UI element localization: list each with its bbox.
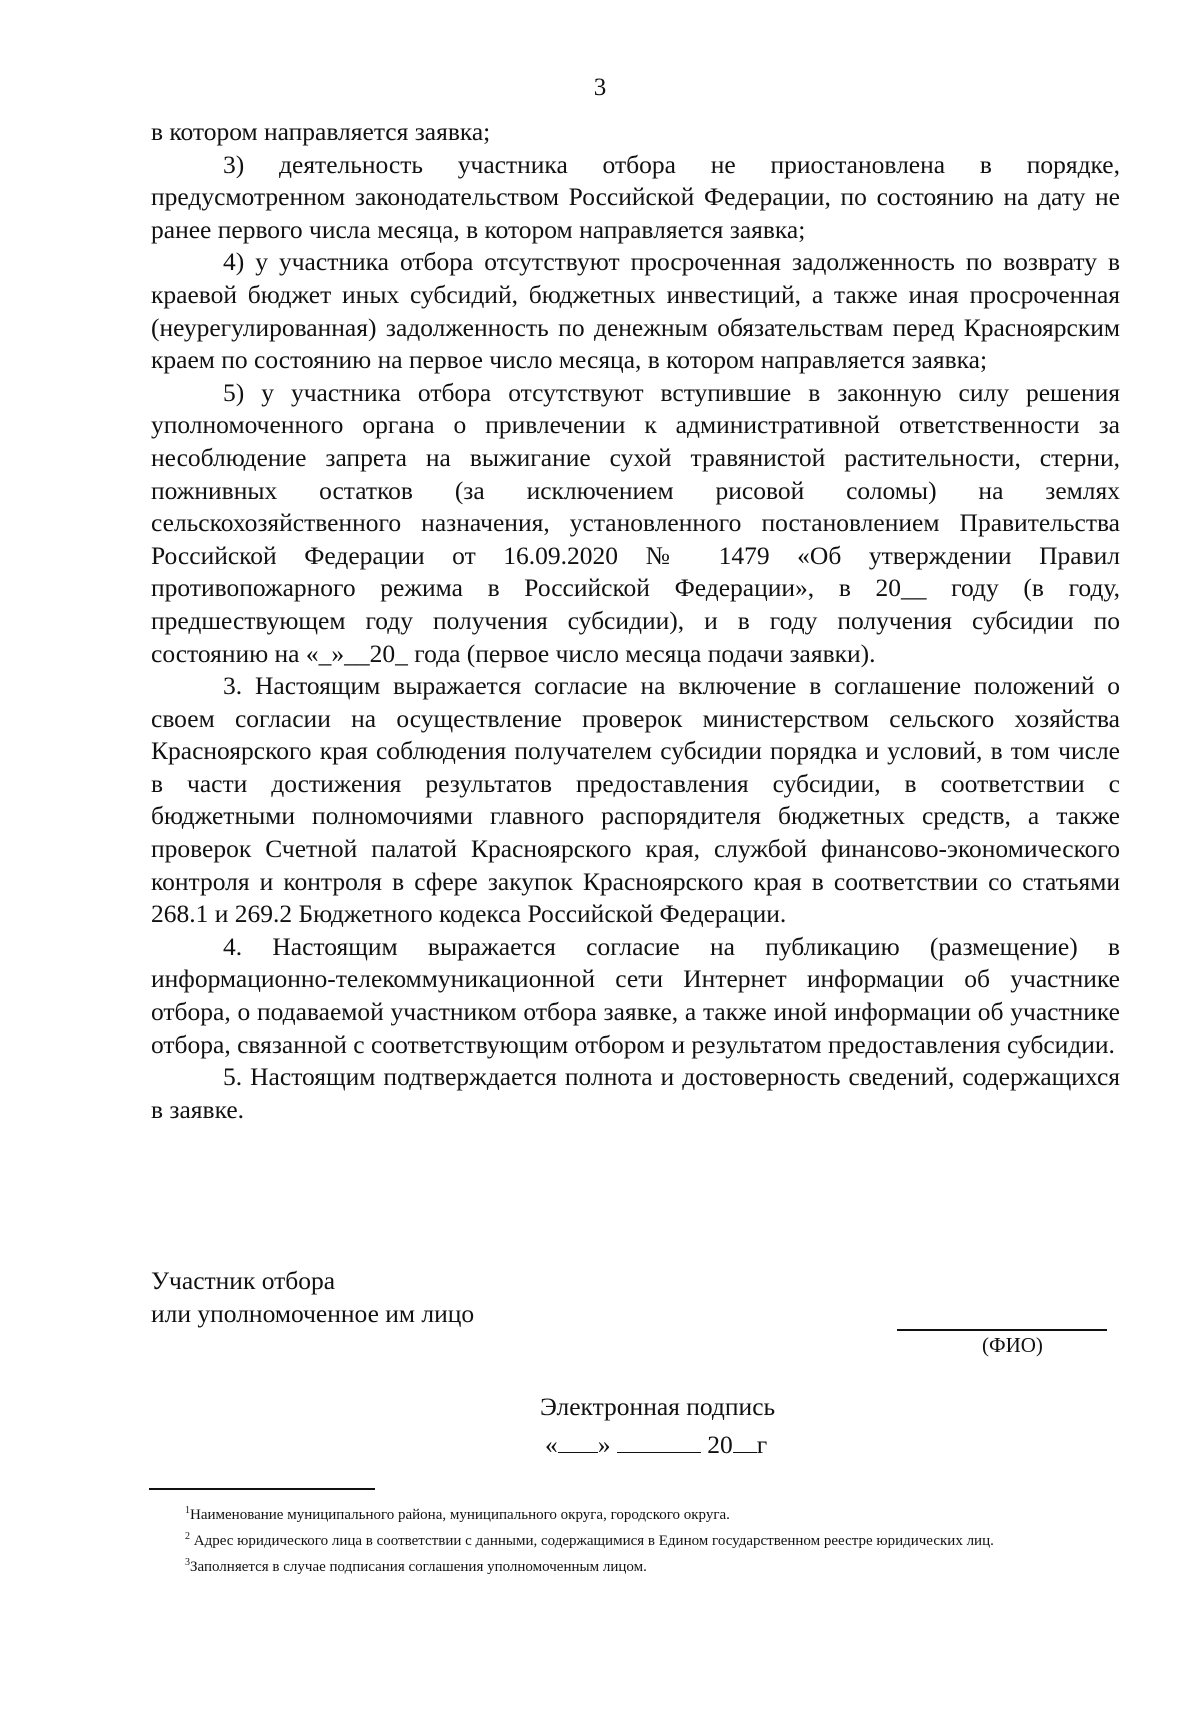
signer-block <box>151 1264 474 1330</box>
footnote-mark: 1 <box>185 1505 190 1516</box>
document-body <box>151 116 1120 1126</box>
footnote-2 <box>151 1526 1120 1552</box>
paragraph-continuation: в котором направляется заявка; <box>151 117 491 146</box>
date-year-prefix: 20 <box>707 1430 733 1459</box>
date-line <box>545 1428 767 1460</box>
footnote-text: Наименование муниципального района, муниципального округа, городского округа. <box>190 1507 730 1523</box>
footnote-mark: 3 <box>185 1557 190 1568</box>
day-blank <box>558 1428 598 1453</box>
footnote-1 <box>151 1500 1120 1526</box>
paragraph-section-3: 3. Настоящим выражается согласие на включение в соглашение положений о своем согласии на осуществление проверок министерством сельского хозяйства Красноярского края соблюдения получателем субсидии порядка и условий, в том числе в части достижения результатов предоставления субсидии, в соответствии с бюджетными полномочиями главного распорядителя бюджетных средств, а также проверок Счетной палатой Красноярского края, службой финансово-экономического контроля и контроля в сфере закупок Красноярского края в соответствии со статьями 268.1 и 269.2 Бюджетного кодекса Российской Федерации. <box>151 671 1120 929</box>
fio-label: (ФИО) <box>982 1333 1043 1357</box>
date-open-quote: « <box>545 1430 558 1459</box>
month-blank <box>617 1428 701 1453</box>
signature-line <box>897 1329 1107 1331</box>
signer-line-1: Участник отбора <box>151 1266 336 1295</box>
footnote-text: Заполняется в случае подписания соглашения уполномоченным лицом. <box>190 1559 647 1575</box>
paragraph-item-3: 3) деятельность участника отбора не приостановлена в порядке, предусмотренном законодательством Российской Федерации, по состоянию на дату не ранее первого числа месяца, в котором направляется заявка; <box>151 149 1120 244</box>
footnote-mark: 2 <box>185 1531 190 1542</box>
paragraph-section-4: 4. Настоящим выражается согласие на публикацию (размещение) в информационно-телекоммуникационной сети Интернет информации об участнике отбора, о подаваемой участником отбора заявке, а также иной информации об участнике отбора, связанной с соответствующим отбором и результатом предоставления субсидии. <box>151 931 1120 1059</box>
electronic-signature-label: Электронная подпись <box>540 1392 776 1421</box>
footnote-text: Адрес юридического лица в соответствии с данными, содержащимися в Едином государственном реестре юридических лиц. <box>193 1533 994 1549</box>
page-number: 3 <box>593 74 607 101</box>
paragraph-section-5: 5. Настоящим подтверждается полнота и достоверность сведений, содержащихся в заявке. <box>151 1062 1120 1124</box>
signer-line-2: или уполномоченное им лицо <box>151 1299 475 1328</box>
year-blank <box>733 1428 757 1453</box>
footnote-divider <box>149 1488 375 1490</box>
paragraph-item-5: 5) у участника отбора отсутствуют вступившие в законную силу решения уполномоченного органа о привлечении к административной ответственности за несоблюдение запрета на выжигание сухой травянистой растительности, стерни, пожнивных остатков (за исключением рисовой соломы) на землях сельскохозяйственного назначения, установленного постановлением Правительства Российской Федерации от 16.09.2020 № 1479 «Об утверждении Правил противопожарного режима в Российской Федерации», в 20__ году (в году, предшествующем году получения субсидии), и в году получения субсидии по состоянию на «_»__20_ года (первое число месяца подачи заявки). <box>151 377 1120 668</box>
date-suffix: г <box>756 1430 768 1459</box>
footnotes <box>151 1500 1120 1578</box>
footnote-3 <box>151 1552 1120 1578</box>
paragraph-item-4: 4) у участника отбора отсутствуют просроченная задолженность по возврату в краевой бюджет иных субсидий, бюджетных инвестиций, а также иная просроченная (неурегулированная) задолженность по денежным обязательствам перед Красноярским краем по состоянию на первое число месяца, в котором направляется заявка; <box>151 247 1120 375</box>
date-close-quote: » <box>597 1430 611 1459</box>
